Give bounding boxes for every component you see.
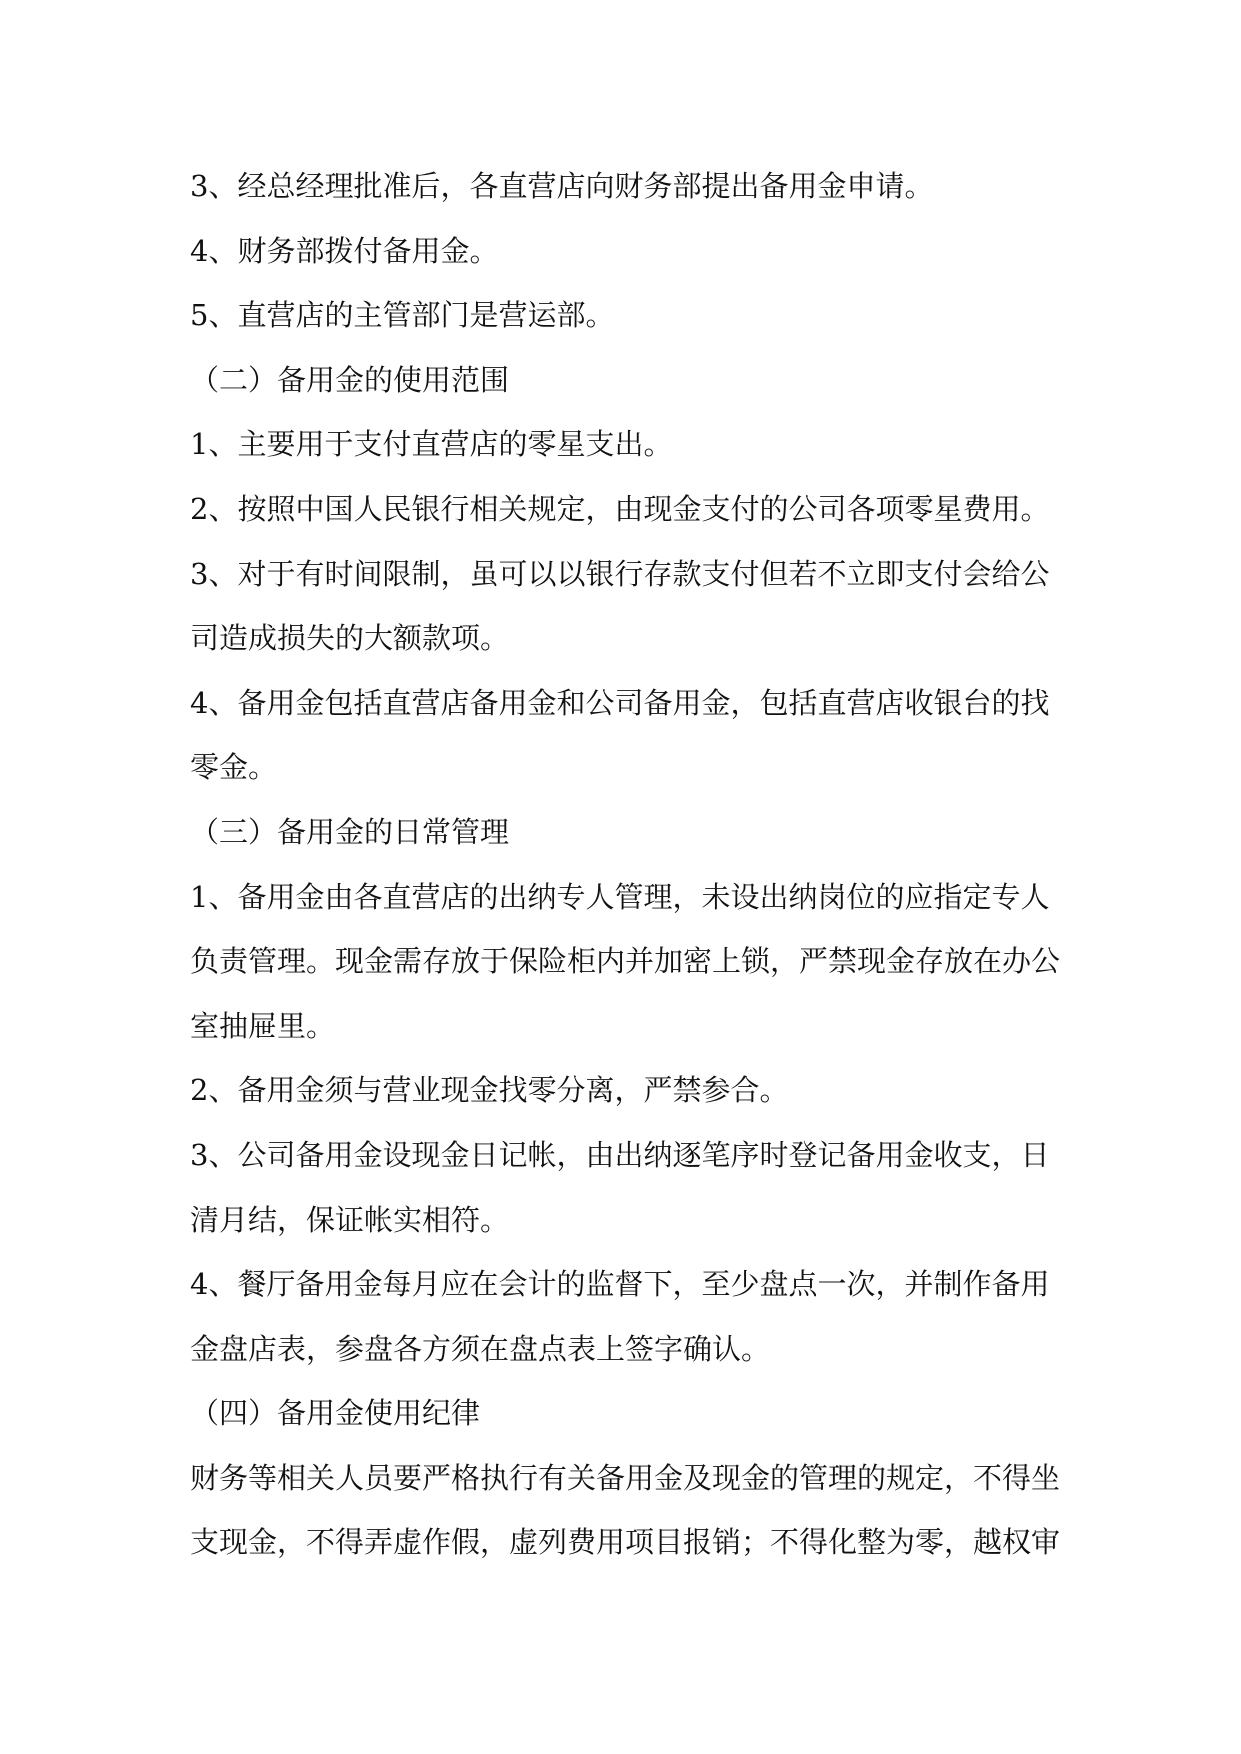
body-line: 金盘店表，参盘各方须在盘点表上签字确认。 [190,1331,771,1366]
section-heading: （三）备用金的日常管理 [190,814,510,849]
body-line: 2、按照中国人民银行相关规定，由现金支付的公司各项零星费用。 [190,491,1050,526]
body-line: 1、主要用于支付直营店的零星支出。 [190,427,673,462]
section-heading: （四）备用金使用纪律 [190,1396,481,1431]
body-line: 财务等相关人员要严格执行有关备用金及现金的管理的规定，不得坐 [190,1460,1060,1495]
body-line: 零金。 [190,750,278,785]
body-line: 1、备用金由各直营店的出纳专人管理，未设出纳岗位的应指定专人 [190,879,1050,914]
section-heading: （二）备用金的使用范围 [190,362,510,397]
body-line: 4、餐厅备用金每月应在会计的监督下，至少盘点一次，并制作备用 [190,1267,1050,1302]
body-line: 4、备用金包括直营店备用金和公司备用金，包括直营店收银台的找 [190,685,1050,720]
body-line: 清月结，保证帐实相符。 [190,1202,510,1237]
document-body [190,154,1060,1575]
body-line: 3、经总经理批准后，各直营店向财务部提出备用金申请。 [190,169,934,203]
body-line: 司造成损失的大额款项。 [190,621,510,656]
body-line: 支现金，不得弄虚作假，虚列费用项目报销；不得化整为零，越权审 [190,1525,1060,1560]
body-line: 3、公司备用金设现金日记帐，由出纳逐笔序时登记备用金收支，日 [190,1137,1050,1172]
body-line: 5、直营店的主管部门是营运部。 [190,298,615,333]
body-line: 2、备用金须与营业现金找零分离，严禁参合。 [190,1073,789,1108]
body-line: 4、财务部拨付备用金。 [190,233,499,268]
body-line: 室抽屉里。 [190,1008,336,1043]
body-line: 负责管理。现金需存放于保险柜内并加密上锁，严禁现金存放在办公 [190,944,1060,979]
body-line: 3、对于有时间限制，虽可以以银行存款支付但若不立即支付会给公 [190,556,1050,591]
